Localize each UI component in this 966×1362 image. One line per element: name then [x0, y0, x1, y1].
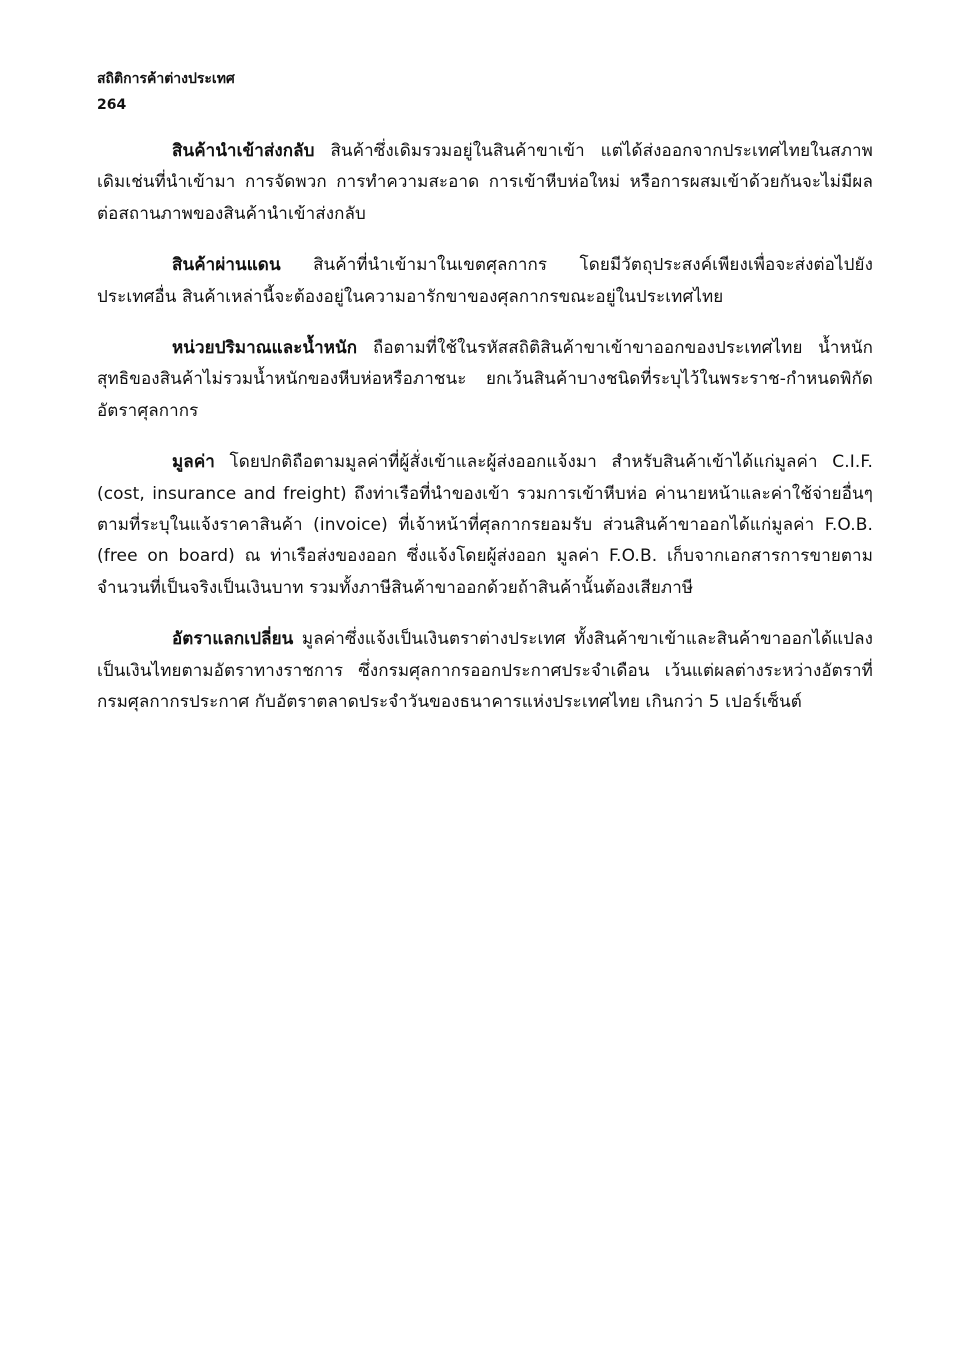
definition-re-export: สินค้าซึ่งเดิมรวมอยู่ในสินค้าขาเข้า แต่ได้ส่งออกจากประเทศไทยในสภาพเดิมเช่นที่นำเข้ามา การจัดพวก การทำความสะอาด การเข้าหีบห่อใหม่ หรือการผสมเข้าด้วยกันจะไม่มีผลต่อสถานภาพของสินค้านำเข้าส่งกลับ [97, 141, 873, 224]
definition-value: โดยปกติถือตามมูลค่าที่ผู้สั่งเข้าและผู้ส่งออกแจ้งมา สำหรับสินค้าเข้าได้แก่มูลค่า C.I.F.(cost, insurance and freight) ถึงท่าเรือที่นำของเข้า รวมการเข้าหีบห่อ ค่านายหน้าและค่าใช้จ่ายอื่นๆ ตามที่ระบุในแจ้งราคาสินค้า (invoice) ที่เจ้าหน้าที่ศุลกากรยอมรับ ส่วนสินค้าขาออกได้แก่มูลค่า F.O.B. (free on board) ณ ท่าเรือส่งของออก ซึ่งแจ้งโดยผู้ส่งออก มูลค่า F.O.B. เก็บจากเอกสารการขายตามจำนวนที่เป็นจริงเป็นเงินบาท รวมทั้งภาษีสินค้าขาออกด้วยถ้าสินค้านั้นต้องเสียภาษี [97, 452, 873, 598]
definition-paragraph-quantity-weight [97, 333, 873, 427]
term-quantity-weight: หน่วยปริมาณและน้ำหนัก [172, 338, 358, 359]
definition-paragraph-exchange-rate [97, 624, 873, 718]
definition-quantity-weight: ถือตามที่ใช้ในรหัสสถิติสินค้าขาเข้าขาออกของประเทศไทย น้ำหนักสุทธิของสินค้าไม่รวมน้ำหนักของหีบห่อหรือภาชนะ ยกเว้นสินค้าบางชนิดที่ระบุไว้ในพระราช-กำหนดพิกัดอัตราศุลกากร [97, 338, 873, 421]
header-title: สถิติการค้าต่างประเทศ [97, 71, 235, 87]
term-re-export: สินค้านำเข้าส่งกลับ [172, 141, 315, 161]
running-header [97, 66, 235, 118]
page-number: 264 [97, 97, 127, 113]
term-value: มูลค่า [172, 452, 215, 473]
definition-paragraph-value [97, 447, 873, 604]
term-transit: สินค้าผ่านแดน [172, 255, 281, 276]
definition-paragraph-re-export [97, 136, 873, 230]
definitions-body [97, 136, 873, 719]
definition-exchange-rate: มูลค่าซึ่งแจ้งเป็นเงินตราต่างประเทศ ทั้งสินค้าขาเข้าและสินค้าขาออกได้แปลงเป็นเงินไทยตามอัตราทางราชการ ซึ่งกรมศุลกากรออกประกาศประจำเดือน เว้นแต่ผลต่างระหว่างอัตราที่กรมศุลกากรประกาศ กับอัตราตลาดประจำวันของธนาคารแห่งประเทศไทย เกินกว่า 5 เปอร์เซ็นต์ [97, 629, 873, 713]
definition-transit: สินค้าที่นำเข้ามาในเขตศุลกากร โดยมีวัตถุประสงค์เพียงเพื่อจะส่งต่อไปยังประเทศอื่น สินค้าเหล่านี้จะต้องอยู่ในความอารักขาของศุลกากรขณะอยู่ในประเทศไทย [97, 255, 873, 307]
definition-paragraph-transit [97, 250, 873, 313]
term-exchange-rate: อัตราแลกเปลี่ยน [172, 629, 294, 650]
